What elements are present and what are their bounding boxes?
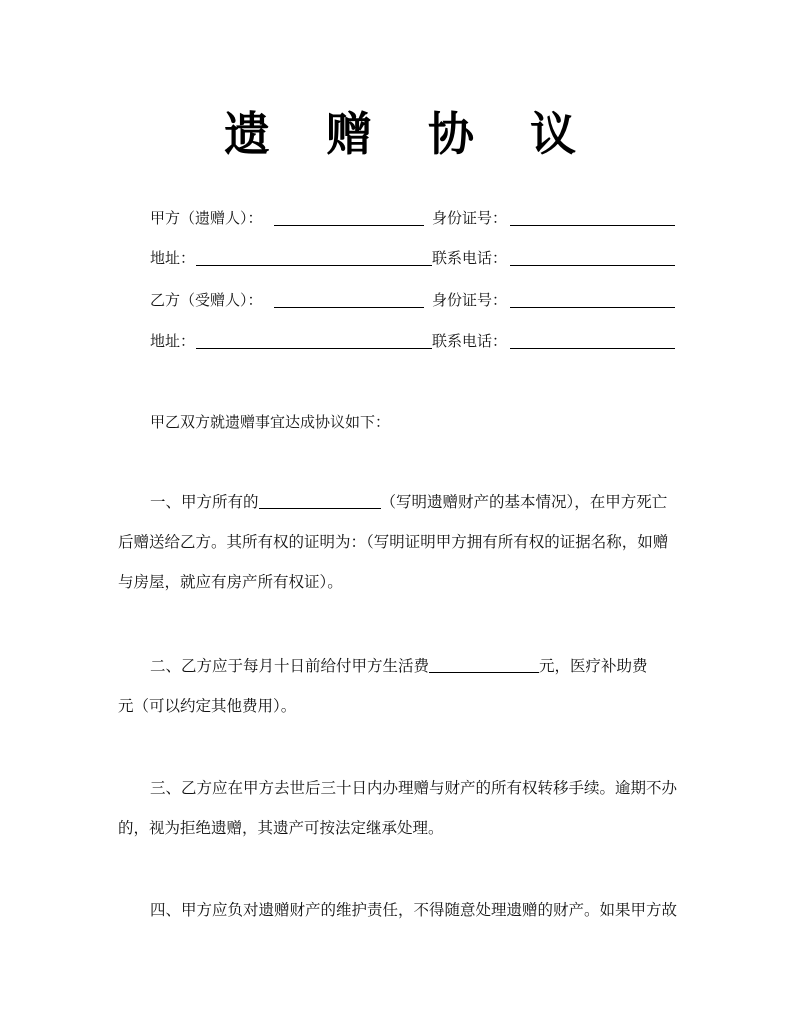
- party-b-phone-label: 联系电话：: [432, 332, 508, 350]
- party-b-phone-blank: [510, 348, 675, 349]
- clause-3-line-1: 三、乙方应在甲方去世后三十日内办理赠与财产的所有权转移手续。逾期不办: [150, 779, 678, 797]
- clause-1-line-1: [118, 482, 690, 522]
- party-a-row: [150, 206, 680, 230]
- page-title: 遗 赠 协 议: [223, 107, 597, 161]
- clause-2-text-b: 元，医疗补助费: [539, 657, 648, 675]
- party-b-address-blank: [196, 348, 432, 349]
- clause-3-line-2: 的，视为拒绝遗赠，其遗产可按法定继承处理。: [118, 819, 444, 837]
- party-b-row: [150, 288, 680, 312]
- party-a-name-blank: [274, 225, 424, 226]
- party-b-address-label: 地址：: [150, 332, 196, 350]
- clause-2-line-1: [118, 646, 690, 686]
- party-a-address-blank: [196, 265, 432, 266]
- party-a-label: 甲方（遗赠人）：: [150, 209, 263, 227]
- clause-1: [118, 482, 690, 602]
- clause-1-text-a: 一、甲方所有的: [150, 493, 259, 511]
- party-b-id-label: 身份证号：: [432, 291, 508, 309]
- party-a-address-row: [150, 246, 680, 270]
- clause-1-line-2: 后赠送给乙方。其所有权的证明为：（写明证明甲方拥有所有权的证据名称，如赠: [118, 533, 669, 551]
- clause-2-text-a: 二、乙方应于每月十日前给付甲方生活费: [150, 657, 430, 675]
- clause-2: [118, 646, 690, 726]
- party-a-id-blank: [510, 225, 675, 226]
- clause-1-line-3: 与房屋，就应有房产所有权证）。: [118, 573, 343, 591]
- clause-2-blank: [429, 654, 539, 673]
- clause-1-text-b: （写明遗赠财产的基本情况），在甲方死亡: [380, 493, 668, 511]
- clause-4-line-1: 四、甲方应负对遗赠财产的维护责任，不得随意处理遗赠的财产。如果甲方故: [150, 901, 678, 919]
- party-b-address-row: [150, 329, 680, 353]
- party-b-name-blank: [274, 307, 424, 308]
- clause-2-line-2: 元（可以约定其他费用）。: [118, 697, 297, 715]
- party-a-address-label: 地址：: [150, 249, 196, 267]
- party-a-phone-blank: [510, 265, 675, 266]
- party-a-id-label: 身份证号：: [432, 209, 508, 227]
- intro-text: 甲乙双方就遗赠事宜达成协议如下：: [150, 413, 391, 431]
- clause-1-blank: [259, 490, 381, 509]
- party-b-id-blank: [510, 307, 675, 308]
- clause-3: [118, 768, 690, 848]
- clause-4: [118, 890, 690, 930]
- party-b-label: 乙方（受赠人）：: [150, 291, 263, 309]
- party-a-phone-label: 联系电话：: [432, 249, 508, 267]
